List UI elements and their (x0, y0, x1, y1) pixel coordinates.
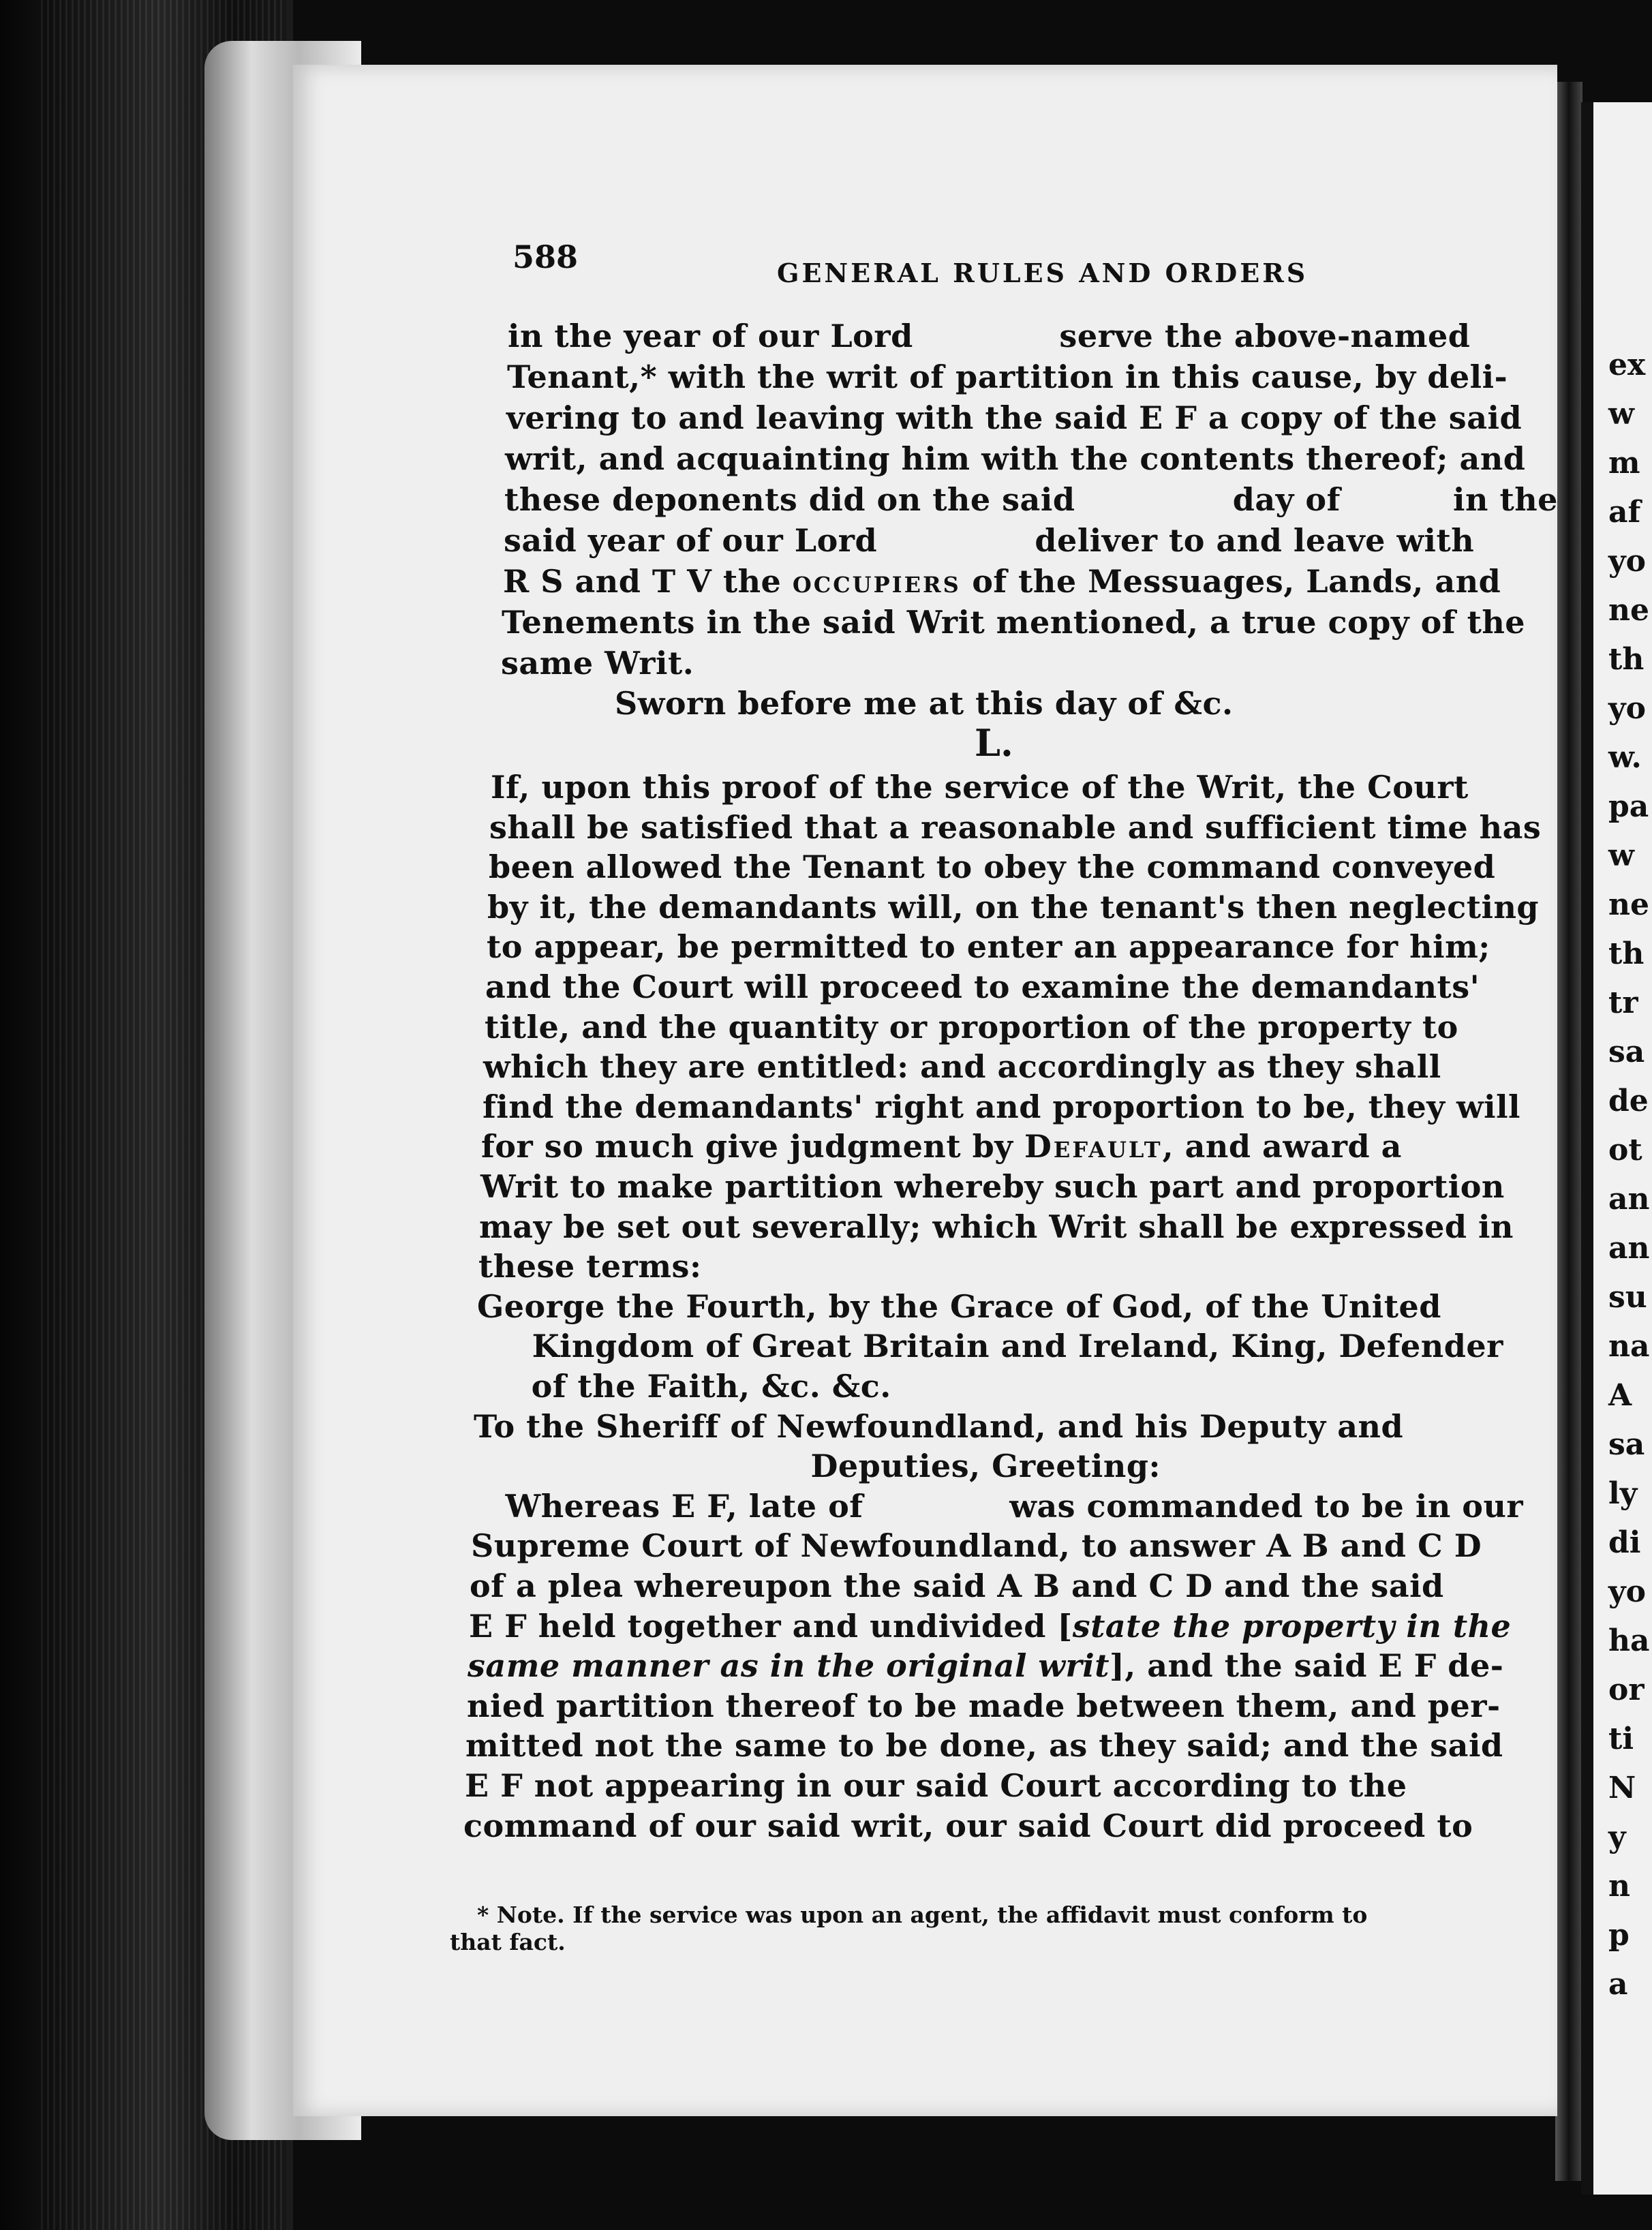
text-segment: been allowed the Tenant to obey the command conveyed (489, 849, 1496, 885)
facing-fragment: sa (1608, 1035, 1645, 1069)
facing-fragment: af (1608, 495, 1641, 530)
text-line (507, 358, 1508, 395)
facing-fragment: w (1608, 397, 1634, 431)
facing-fragment: A (1608, 1378, 1632, 1413)
text-segment: shall be satisfied that a reasonable and sufficient time has (489, 809, 1542, 846)
text-line (501, 645, 694, 682)
facing-fragment: yo (1608, 544, 1646, 579)
facing-fragment: pa (1608, 789, 1649, 824)
text-segment: in the year of our Lord serve the above-named (508, 318, 1471, 354)
text-segment: Deputies, Greeting: (473, 1448, 1161, 1484)
text-segment: these deponents did on the said day of in the (504, 481, 1558, 518)
page-number: 588 (513, 239, 579, 275)
text-line (483, 1048, 1441, 1085)
text-line (485, 968, 1480, 1005)
running-head: GENERAL RULES AND ORDERS (777, 258, 1309, 288)
text-line (505, 440, 1525, 477)
text-line (508, 318, 1470, 354)
text-segment: for so much give judgment by (481, 1128, 1025, 1165)
facing-fragment: w. (1608, 740, 1642, 775)
text-segment: To the Sheriff of Newfoundland, and his Deputy and (474, 1408, 1404, 1445)
text-line (487, 889, 1539, 926)
facing-fragment: n (1608, 1869, 1630, 1904)
text-segment: ], and the said E F de- (1110, 1647, 1504, 1684)
facing-fragment: an (1608, 1231, 1650, 1266)
text-line (478, 1248, 701, 1285)
text-line (483, 1088, 1520, 1125)
text-segment: of the Messuages, Lands, and (960, 563, 1501, 600)
text-line (465, 1767, 1407, 1804)
text-line (475, 1368, 891, 1405)
facing-fragment: ne (1608, 593, 1649, 628)
facing-fragment: su (1608, 1280, 1647, 1315)
text-segment: Default (1024, 1128, 1163, 1165)
facing-fragment: y (1608, 1820, 1626, 1854)
text-line (465, 1727, 1503, 1764)
text-line (502, 604, 1525, 641)
text-segment: same Writ. (501, 645, 694, 682)
text-segment: If, upon this proof of the service of the Writ, the Court (491, 769, 1469, 806)
facing-fragment: ti (1608, 1722, 1634, 1756)
text-segment: which they are entitled: and accordingly as they shall (483, 1048, 1441, 1085)
text-segment: E F held together and undivided [ (469, 1608, 1073, 1645)
text-segment: and the Court will proceed to examine the demandants' (485, 968, 1480, 1005)
facing-fragment: di (1608, 1525, 1641, 1560)
facing-fragment: th (1608, 642, 1645, 677)
facing-fragment: sa (1608, 1427, 1645, 1462)
facing-fragment: p (1608, 1918, 1630, 1953)
text-segment: Supreme Court of Newfoundland, to answer A B and C D (471, 1527, 1482, 1564)
footnote-line-1: * Note. If the service was upon an agent, the affidavit must conform to (477, 1901, 1368, 1928)
text-segment: R S and T V the (503, 563, 793, 600)
text-line (480, 1168, 1505, 1205)
text-segment: title, and the quantity or proportion of the property to (485, 1009, 1458, 1045)
text-segment: state the property in the (1072, 1608, 1512, 1645)
text-line (467, 1687, 1501, 1724)
text-segment: E F not appearing in our said Court according to the (465, 1767, 1407, 1804)
text-segment: of the Faith, &c. &c. (475, 1368, 891, 1405)
text-segment: writ, and acquainting him with the contents thereof; and (505, 440, 1526, 477)
text-line (476, 1328, 1503, 1364)
sworn-line: Sworn before me at this day of &c. (615, 685, 1234, 722)
text-segment: same manner as in the original writ (468, 1647, 1110, 1684)
facing-fragment: ha (1608, 1623, 1650, 1658)
text-line (471, 1527, 1482, 1564)
facing-fragment: ex (1608, 348, 1646, 382)
text-segment: Tenements in the said Writ mentioned, a true copy of the (502, 604, 1526, 641)
text-segment: nied partition thereof to be made between them, and per- (467, 1687, 1501, 1724)
facing-fragment: an (1608, 1182, 1650, 1217)
section-heading: L. (975, 721, 1013, 765)
facing-fragment: yo (1608, 1574, 1646, 1609)
text-segment: Tenant,* with the writ of partition in this cause, by deli- (507, 358, 1508, 395)
text-line (468, 1647, 1503, 1684)
text-line (503, 563, 1501, 600)
text-segment: by it, the demandants will, on the tenant's then neglecting (487, 889, 1540, 926)
text-line (489, 809, 1541, 846)
facing-fragment: na (1608, 1329, 1650, 1364)
text-segment: Whereas E F, late of was commanded to be in our (472, 1488, 1524, 1525)
text-line (477, 1288, 1441, 1325)
text-line (504, 481, 1558, 518)
text-line (504, 522, 1474, 559)
text-segment: of a plea whereupon the said A B and C D and the said (470, 1568, 1444, 1604)
text-segment: vering to and leaving with the said E F a copy of the said (506, 399, 1523, 436)
facing-fragment: yo (1608, 691, 1646, 726)
text-line (463, 1807, 1473, 1844)
footnote-line-2: that fact. (450, 1929, 566, 1955)
text-line (489, 849, 1495, 885)
text-segment: command of our said writ, our said Court did proceed to (463, 1807, 1473, 1844)
book-gutter (1555, 82, 1582, 2181)
facing-fragment: a (1608, 1967, 1628, 2002)
text-line (473, 1448, 1161, 1484)
text-segment: these terms: (478, 1248, 702, 1285)
text-line (487, 928, 1490, 965)
facing-fragment: or (1608, 1672, 1645, 1707)
facing-fragment: ot (1608, 1133, 1642, 1167)
text-segment: find the demandants' right and proportion to be, they will (483, 1088, 1521, 1125)
text-segment: may be set out severally; which Writ shall be expressed in (479, 1208, 1514, 1245)
text-segment: George the Fourth, by the Grace of God, of the United (477, 1288, 1441, 1325)
text-segment: said year of our Lord deliver to and leave with (504, 522, 1475, 559)
text-line (472, 1488, 1523, 1525)
facing-fragment: tr (1608, 986, 1638, 1020)
text-segment: Writ to make partition whereby such part and proportion (480, 1168, 1505, 1205)
text-line (470, 1568, 1444, 1604)
facing-fragment: m (1608, 446, 1640, 480)
text-line (469, 1608, 1511, 1645)
text-line (481, 1128, 1402, 1165)
text-segment: Kingdom of Great Britain and Ireland, King, Defender (476, 1328, 1503, 1364)
text-line (479, 1208, 1514, 1245)
text-line (485, 1009, 1458, 1045)
text-segment: , and award a (1162, 1128, 1402, 1165)
facing-fragment: ly (1608, 1476, 1638, 1511)
facing-fragment: de (1608, 1084, 1649, 1118)
text-segment: to appear, be permitted to enter an appearance for him; (487, 928, 1490, 965)
text-line (474, 1408, 1403, 1445)
text-line (491, 769, 1469, 806)
text-line (506, 399, 1522, 436)
text-segment: occupiers (792, 563, 961, 600)
facing-fragment: ne (1608, 887, 1649, 922)
facing-fragment: N (1608, 1771, 1636, 1805)
facing-fragment: w (1608, 838, 1634, 873)
text-segment: mitted not the same to be done, as they said; and the said (465, 1727, 1503, 1764)
facing-fragment: th (1608, 936, 1645, 971)
